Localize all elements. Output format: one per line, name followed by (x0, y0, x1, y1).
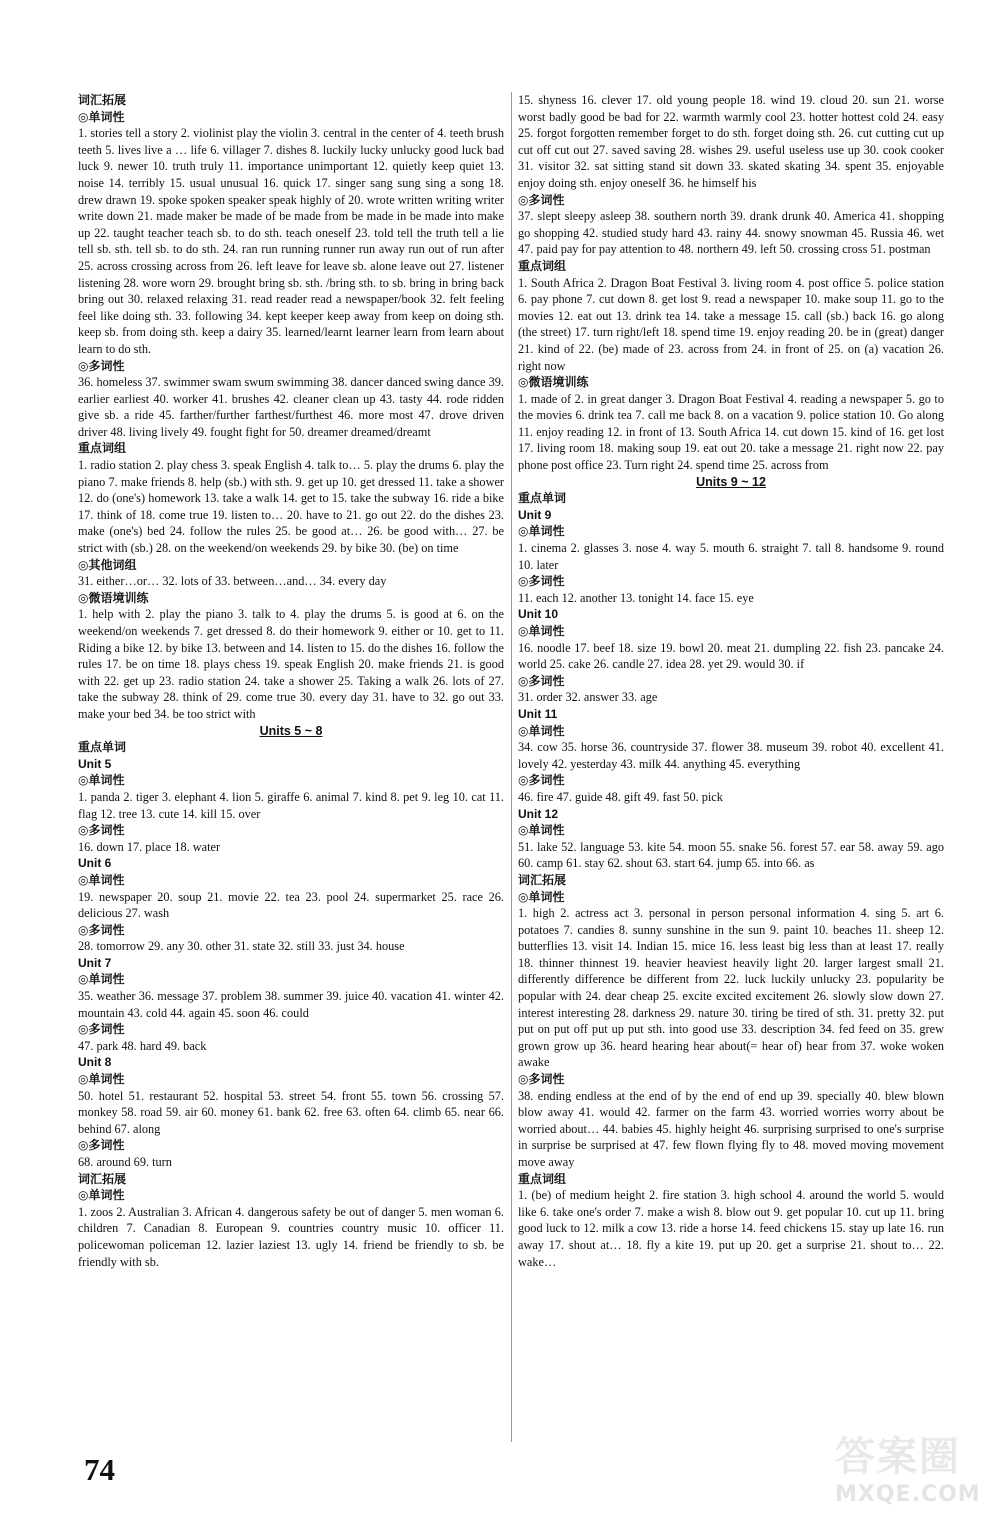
section-heading: 重点单词 (518, 491, 567, 506)
answer-paragraph: 1. help with 2. play the piano 3. talk to 4. play the drums 5. is good at 6. on the weekend/on weekends 7. get dressed 8. do their homework 9. either or 10. get to 11. Riding a bike 12. by bike 13. between and 14. listen to 15. do the dishes 16. follow the rules 17. be on time 18. plays chess 19. speak English 20. make friends 21. is good with 22. get up 23. radio station 24. take a shower 25. Taking a walk 26. lots of 27. take the subway 28. think of 29. come true 30. every day 31. have to 32. go out 33. make your bed 34. be too strict with (78, 607, 504, 721)
unit-heading: Unit 6 (78, 856, 112, 871)
answer-paragraph: 1. (be) of medium height 2. fire station 3. high school 4. around the world 5. would like 6. take one's order 7. make a wish 8. blow out 9. get popular 10. cut up 11. bring good luck to 12. milk a cow 13. ride a horse 14. feed chickens 15. stay up late 16. run away 17. shout at… 18. fly a kite 19. put up 20. get a surprise 21. shout to… 22. wake… (518, 1188, 944, 1269)
unit-heading: Unit 5 (78, 756, 112, 771)
section-heading: ◎多词性 (78, 1138, 125, 1153)
section-heading: ◎多词性 (518, 192, 565, 207)
answer-paragraph: 1. high 2. actress act 3. personal in person personal information 4. sing 5. art 6. potatoes 7. candies 8. sunny sunshine in the sun 9. paint 10. beaches 11. sheep 12. butterflies 13. visit 14. Indian 15. mice 16. less least big less than at least 17. really 18. thinner thinnest 19. heavier heaviest heavily light 20. larger largest small 21. differently difference be different from 22. luck luckily unlucky 23. popularity be popular with 24. dear cheap 25. excite excited excitement 26. slowly slow down 27. interest interesting 28. darkness 29. nature 30. tiring be tired of sth. 31. pretty 32. put put on put off put up put sth. into good use 33. description 34. fed feed on 35. grew grown grow up 36. heard hearing hear about(= hear of) hear from 37. woke woken awake (518, 906, 944, 1070)
section-heading: ◎单词性 (518, 723, 565, 738)
right-column (518, 92, 944, 1270)
answer-paragraph: 31. either…or… 32. lots of 33. between…and… 34. every day (78, 574, 387, 589)
section-heading: ◎单词性 (518, 889, 565, 904)
section-heading: ◎单词性 (518, 624, 565, 638)
section-heading: ◎其他词组 (78, 557, 137, 572)
section-heading: ◎单词性 (518, 524, 565, 539)
answer-paragraph: 19. newspaper 20. soup 21. movie 22. tea 23. pool 24. supermarket 25. race 26. delicious 27. wash (78, 889, 504, 921)
section-heading: 重点词组 (518, 1171, 567, 1186)
units-banner: Units 9 ~ 12 (696, 474, 766, 489)
answer-paragraph: 37. slept sleepy asleep 38. southern north 39. drank drunk 40. America 41. shopping go shopping 42. studied study hard 43. rainy 44. snowy snowman 45. Russia 46. wet 47. paid pay for pay attention to 48. northern 49. left 50. crossing cross 51. postman (518, 209, 944, 257)
answer-paragraph: 68. around 69. turn (78, 1155, 172, 1169)
unit-heading: Unit 9 (518, 507, 552, 522)
section-heading: ◎多词性 (78, 922, 125, 937)
section-heading: 词汇拓展 (78, 1171, 127, 1186)
section-heading: ◎单词性 (78, 1072, 125, 1087)
unit-heading: Unit 12 (518, 806, 559, 821)
answer-paragraph: 28. tomorrow 29. any 30. other 31. state 32. still 33. just 34. house (78, 939, 405, 954)
answer-paragraph: 1. made of 2. in great danger 3. Dragon Boat Festival 4. reading a newspaper 5. go to the movies 6. drink tea 7. call me back 8. on a vacation 9. police station 10. Go along 11. enjoy reading 12. in front of 13. South Africa 14. cut down 15. kind of 16. get lost 17. living room 18. making soup 19. eat out 20. take a message 21. right now 22. pay phone post office 23. Turn right 24. spend time 25. across from (518, 391, 944, 473)
answer-paragraph: 16. down 17. place 18. water (78, 839, 221, 854)
watermark-logo: 答案圈 (835, 1434, 961, 1480)
answer-paragraph: 35. weather 36. message 37. problem 38. summer 39. juice 40. vacation 41. winter 42. mountain 43. cold 44. again 45. soon 46. could (78, 989, 504, 1020)
answer-paragraph: 16. noodle 17. beef 18. size 19. bowl 20. meat 21. dumpling 22. fish 23. pancake 24. world 25. cake 26. candle 27. idea 28. yet 29. would 30. if (518, 640, 944, 672)
answer-paragraph: 1. stories tell a story 2. violinist play the violin 3. central in the center of 4. teeth brush teeth 5. lives live a … life 6. villager 7. dishes 8. luckily lucky unlucky good luck bad luck 9. newer 10. truth truly 11. importance unimportant 12. quietly keep quiet 13. noise 14. terribly 15. usual unusual 16. quick 17. singer sang sung sing a song 18. drew drawn 19. spoke spoken speaker speak highly of 20. wrote written writing writer write down 21. made maker be made of be made from be made in be made into make up 22. taught teacher teach sb. to do sth. teach oneself 23. told tell the truth tell a lie tell sb. sth. tell sb. to do sth. 24. ran run running runner run away run out of run after 25. across crossing across from 26. left leave for leave sb. alone leave out 27. listener listening 28. wore worn 29. brought bring sb. sth. /bring sth. to sb. bring in bring back bring out 30. relaxed relaxing 31. read reader read a newspaper/book 32. felt feeling feel like doing sth. 33. following 34. kept keeper keep away from keep on doing sth. keep sb. from doing sth. keep a dairy 35. learned/learnt learner learn from learn about learn to do sth. (78, 126, 504, 356)
section-heading: 词汇拓展 (518, 872, 567, 887)
answer-paragraph: 36. homeless 37. swimmer swam swum swimming 38. dancer danced swing dance 39. earlier earliest 40. worker 41. brushes 42. cleaner clean up 43. tasty 44. rode ridden give sb. a ride 45. farther/further farthest/furthest 46. more most 47. drove driven driver 48. living lively 49. fought fight for 50. dreamer dreamed/dreamt (78, 375, 504, 439)
answer-paragraph: 1. radio station 2. play chess 3. speak English 4. talk to… 5. play the drums 6. play the piano 7. make friends 8. help (sb.) with sth. 9. get up 10. get dressed 11. take a shower 12. do (one's) homework 13. take a walk 14. get to 15. take the subway 16. ride a bike 17. think of 18. come true 19. listen to… 20. have to 21. go out 22. do the dishes 23. make (one's) bed 24. follow the rules 25. be good at… 26. be good with… 27. be strict with (sb.) 28. on the weekend/on weekends 29. by bike 30. (be) on time (78, 458, 504, 556)
section-heading: ◎单词性 (78, 872, 125, 887)
unit-heading: Unit 10 (518, 607, 559, 622)
watermark-url: MXQE.COM (835, 1482, 981, 1507)
answer-paragraph: 1. panda 2. tiger 3. elephant 4. lion 5. giraffe 6. animal 7. kind 8. pet 9. leg 10. cat 11. flag 12. tree 13. cute 14. kill 15. over (78, 789, 504, 821)
section-heading: ◎单词性 (78, 109, 125, 124)
unit-heading: Unit 7 (78, 955, 112, 970)
unit-heading: Unit 8 (78, 1055, 112, 1070)
section-heading: ◎单词性 (518, 823, 565, 838)
answer-paragraph: 47. park 48. hard 49. back (78, 1038, 207, 1053)
section-heading: ◎多词性 (518, 1072, 565, 1087)
section-heading: ◎多词性 (518, 773, 565, 788)
column-divider (511, 92, 512, 1442)
unit-heading: Unit 11 (518, 706, 558, 721)
answer-paragraph: 38. ending endless at the end of by the end of end up 39. specially 40. blew blown blow away 41. would 42. farmer on the farm 43. worried worries worry about be worried about… 44. babies 45. highly height 46. surprising surprised to one's surprise in surprise be surprised at 47. few flown flying fly to 48. moved moving movement move away (518, 1088, 944, 1169)
answer-paragraph: 11. each 12. another 13. tonight 14. face 15. eye (518, 590, 754, 605)
left-column (78, 92, 504, 1270)
section-heading: 词汇拓展 (78, 93, 127, 107)
section-heading: 重点词组 (78, 441, 127, 456)
answer-paragraph: 46. fire 47. guide 48. gift 49. fast 50. pick (518, 789, 723, 804)
answer-paragraph: 51. lake 52. language 53. kite 54. moon 55. snake 56. forest 57. ear 58. away 59. ago 60. camp 61. stay 62. shout 63. start 64. jump 65. into 66. as (518, 839, 944, 871)
section-heading: ◎多词性 (518, 574, 565, 589)
section-heading: ◎微语境训练 (518, 375, 589, 390)
page-number: 74 (84, 1452, 115, 1487)
section-heading: ◎多词性 (78, 1022, 125, 1037)
answer-paragraph: 15. shyness 16. clever 17. old young people 18. wind 19. cloud 20. sun 21. worse worst badly good be bad for 22. warmth warmly cool 23. hotter hottest cold 24. easy 25. forgot forgotten remember forget to do sth. forget doing sth. 26. cut cutting cut up cut off cut out 27. saved saving 28. wishes 29. useful useless use up 30. cook cooker 31. visitor 32. sat sitting stand sit down 33. skated skating 34. spent 35. enjoyable enjoy doing sth. enjoy oneself 36. he himself his (518, 93, 944, 190)
section-heading: 重点单词 (78, 740, 127, 755)
section-heading: ◎多词性 (78, 358, 125, 373)
answer-paragraph: 1. zoos 2. Australian 3. African 4. dangerous safety be out of danger 5. men woman 6. children 7. Canadian 8. European 9. countries country music 10. officer 11. policewoman policeman 12. lazier laziest 13. ugly 14. friend be friendly to sb. be friendly with sb. (78, 1204, 504, 1269)
section-heading: ◎单词性 (78, 1188, 125, 1203)
answer-paragraph: 34. cow 35. horse 36. countryside 37. flower 38. museum 39. robot 40. excellent 41. lovely 42. yesterday 43. milk 44. anything 45. everything (518, 740, 944, 771)
section-heading: 重点词组 (518, 258, 567, 273)
section-heading: ◎单词性 (78, 972, 125, 987)
section-heading: ◎多词性 (518, 673, 565, 688)
answer-paragraph: 1. cinema 2. glasses 3. nose 4. way 5. mouth 6. straight 7. tall 8. handsome 9. round 10. later (518, 541, 944, 572)
answer-paragraph: 1. South Africa 2. Dragon Boat Festival 3. living room 4. post office 5. police station 6. pay phone 7. cut down 8. get lost 9. read a newspaper 10. make soup 11. go to the movies 12. eat out 13. drink tea 14. take a message 15. call (sb.) back 16. go along (the street) 17. turn right/left 18. spend time 19. enjoy reading 20. be in (great) danger 21. kind of 22. (be) made of 23. across from 24. in front of 25. on (a) vacation 26. right now (518, 275, 944, 373)
section-heading: ◎单词性 (78, 773, 125, 788)
answer-paragraph: 50. hotel 51. restaurant 52. hospital 53. street 54. front 55. town 56. crossing 57. monkey 58. road 59. air 60. money 61. bank 62. free 63. often 64. climb 65. near 66. behind 67. along (78, 1088, 504, 1136)
section-heading: ◎微语境训练 (78, 590, 149, 605)
watermark (835, 1425, 995, 1525)
units-banner: Units 5 ~ 8 (259, 723, 323, 738)
section-heading: ◎多词性 (78, 823, 125, 838)
answer-paragraph: 31. order 32. answer 33. age (518, 690, 658, 705)
